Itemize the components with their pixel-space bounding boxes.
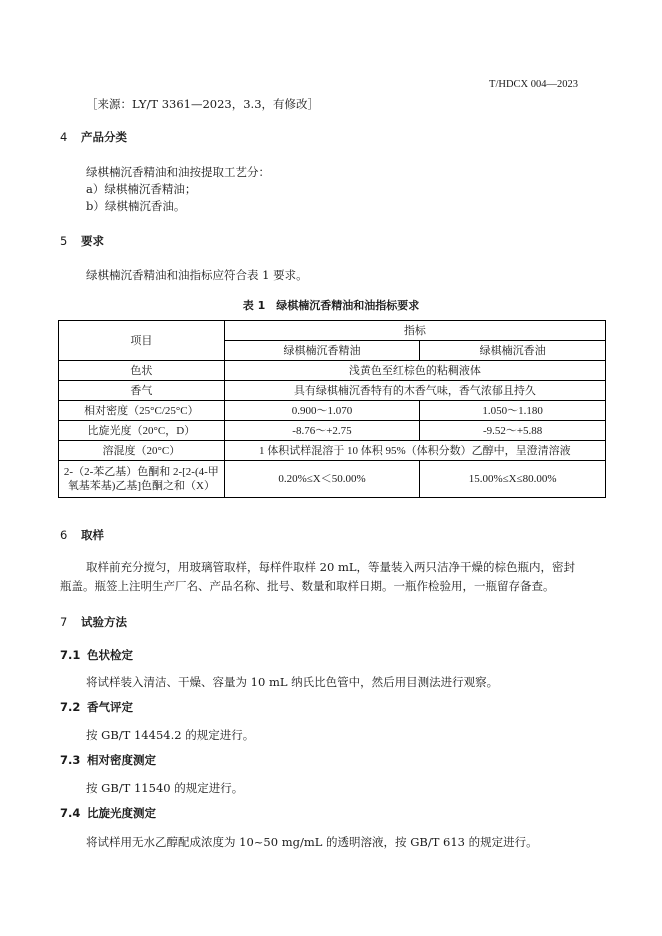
section-4-heading <box>60 129 127 145</box>
header-col-oil: 绿棋楠沉香油 <box>420 341 606 361</box>
row-value: 0.20%≤X＜50.00% <box>224 461 420 498</box>
subsection-number: 7.4 <box>60 806 81 820</box>
subsection-text: 按 GB/T 11540 的规定进行。 <box>86 781 244 795</box>
row-label: 香气 <box>59 381 225 401</box>
document-code: T/HDCX 004—2023 <box>489 79 578 90</box>
subsection-7-3-heading <box>60 752 156 768</box>
section-7-heading <box>60 614 127 630</box>
spec-table <box>58 320 606 498</box>
subsection-number: 7.3 <box>60 753 81 767</box>
row-label: 相对密度（25°C/25°C） <box>59 401 225 421</box>
row-label: 溶混度（20°C） <box>59 441 225 461</box>
row-value: 浅黄色至红棕色的粘稠液体 <box>224 361 605 381</box>
section-number: 7 <box>60 615 68 629</box>
table-row <box>59 441 606 461</box>
table-row <box>59 321 606 341</box>
list-item: a）绿棋楠沉香精油； <box>86 182 197 196</box>
section-number: 6 <box>60 528 68 542</box>
label-line: 2-（2-苯乙基）色酮和 2-[2-(4-甲 <box>63 466 219 478</box>
header-index: 指标 <box>224 321 605 341</box>
section-6-heading <box>60 527 104 543</box>
table-title: 表 1 绿棋楠沉香精油和油指标要求 <box>242 299 420 312</box>
classification-intro: 绿棋楠沉香精油和油按提取工艺分： <box>86 165 270 179</box>
section-number: 4 <box>60 130 68 144</box>
label-line: 氧基苯基)乙基]色酮之和（X） <box>67 480 215 492</box>
section-5-heading <box>60 233 104 249</box>
subsection-title: 色状检定 <box>87 648 133 662</box>
row-value: -9.52～+5.88 <box>420 421 606 441</box>
section-title: 取样 <box>81 528 104 542</box>
row-value: 1 体积试样混溶于 10 体积 95%（体积分数）乙醇中，呈澄清溶液 <box>224 441 605 461</box>
sampling-text: 取样前充分搅匀，用玻璃管取样，每样件取样 20 mL，等量装入两只洁净干燥的棕色瓶内，密封瓶盖。瓶签上注明生产厂名、产品名称、批号、数量和取样日期。一瓶作检验用，一瓶留存备查。 <box>60 560 575 593</box>
section-number: 5 <box>60 234 68 248</box>
subsection-text: 按 GB/T 14454.2 的规定进行。 <box>86 728 255 742</box>
list-item: b）绿棋楠沉香油。 <box>86 199 186 213</box>
requirement-text: 绿棋楠沉香精油和油指标应符合表 1 要求。 <box>86 268 308 282</box>
subsection-title: 比旋光度测定 <box>87 806 156 820</box>
row-value: 1.050～1.180 <box>420 401 606 421</box>
row-label <box>59 461 225 498</box>
header-col-essential-oil: 绿棋楠沉香精油 <box>224 341 420 361</box>
row-value: 具有绿棋楠沉香特有的木香气味，香气浓郁且持久 <box>224 381 605 401</box>
subsection-7-1-heading <box>60 647 133 663</box>
table-row <box>59 361 606 381</box>
row-label: 色状 <box>59 361 225 381</box>
section-title: 产品分类 <box>81 130 127 144</box>
table-row <box>59 381 606 401</box>
subsection-number: 7.2 <box>60 700 81 714</box>
subsection-text: 将试样装入清洁、干燥、容量为 10 mL 纳氏比色管中，然后用目测法进行观察。 <box>86 675 499 689</box>
subsection-title: 相对密度测定 <box>87 753 156 767</box>
table-row <box>59 401 606 421</box>
row-value: 0.900～1.070 <box>224 401 420 421</box>
table-row <box>59 421 606 441</box>
subsection-7-2-heading <box>60 699 133 715</box>
subsection-number: 7.1 <box>60 648 81 662</box>
row-value: -8.76～+2.75 <box>224 421 420 441</box>
row-label: 比旋光度（20°C，D） <box>59 421 225 441</box>
subsection-text: 将试样用无水乙醇配成浓度为 10~50 mg/mL 的透明溶液，按 GB/T 613 的规定进行。 <box>86 835 538 849</box>
section-title: 试验方法 <box>81 615 127 629</box>
table-row <box>59 461 606 498</box>
source-note: ［来源：LY/T 3361—2023，3.3，有修改］ <box>86 97 320 111</box>
header-item: 项目 <box>59 321 225 361</box>
row-value: 15.00%≤X≤80.00% <box>420 461 606 498</box>
subsection-title: 香气评定 <box>87 700 133 714</box>
section-title: 要求 <box>81 234 104 248</box>
subsection-7-4-heading <box>60 805 156 821</box>
